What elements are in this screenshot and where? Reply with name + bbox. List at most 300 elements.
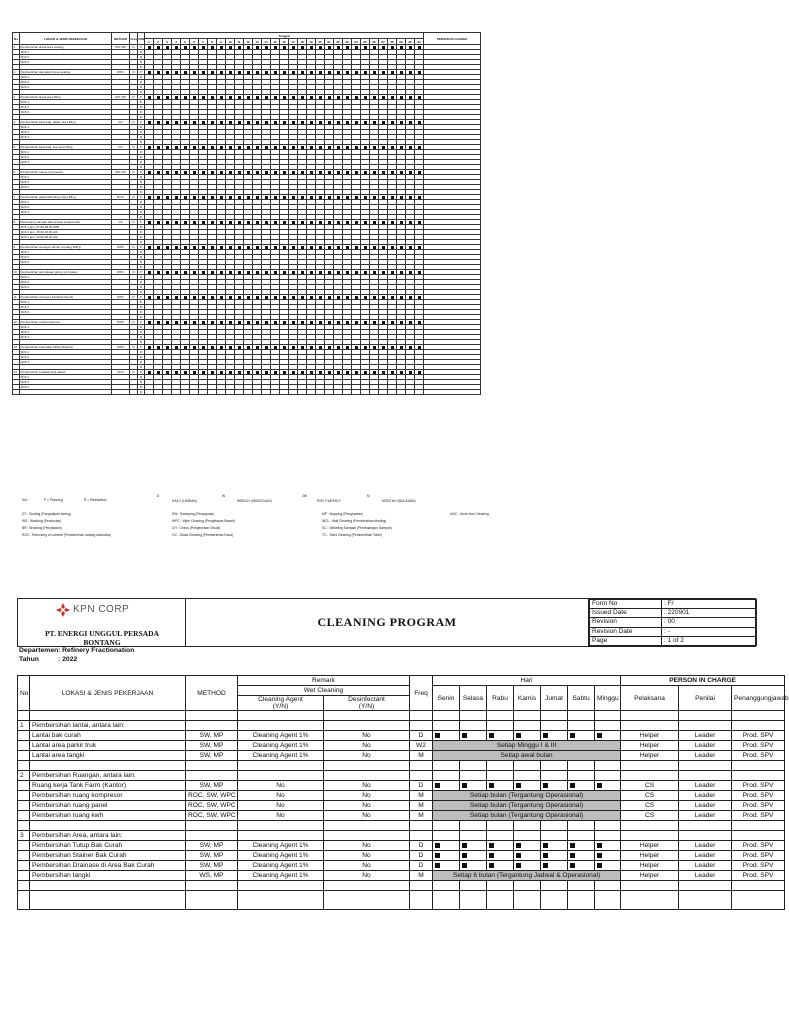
planning-code: P <box>138 120 145 125</box>
planning-code: P <box>138 220 145 225</box>
planned-square <box>292 71 295 74</box>
task-name: Pembersihan lantai area sealing <box>20 45 112 50</box>
meta-value: : - <box>662 627 757 636</box>
blank-cell <box>238 721 324 731</box>
monthly-schedule-table <box>12 32 481 395</box>
blank-cell <box>541 771 568 781</box>
penanggungjawab: Prod. SPV <box>732 861 785 871</box>
planned-square <box>148 346 151 349</box>
shift-label: Shift 3 <box>20 185 112 190</box>
task-no: 8 <box>13 220 20 225</box>
desinfectant: No <box>324 851 410 861</box>
planned-square <box>148 71 151 74</box>
blank-cell <box>238 761 324 771</box>
header-agent-yn: (Y/N) <box>272 703 289 710</box>
planned-square <box>256 46 259 49</box>
pelaksana: CS <box>621 791 679 801</box>
planned-square <box>265 146 268 149</box>
planned-square <box>400 171 403 174</box>
desinfectant: No <box>324 731 410 741</box>
day-mark-cell <box>568 781 595 791</box>
day-selasa: Selasa <box>460 686 487 711</box>
header-desinfectant: Desinfectant (Y/N) <box>324 696 410 711</box>
planned-square <box>409 321 412 324</box>
realisation-code: R <box>138 55 145 60</box>
task-name: Ruang kerja Tank Farm (Kantor) <box>30 781 186 791</box>
realisation-cell <box>415 390 424 395</box>
planned-square <box>382 346 385 349</box>
blank-cell <box>487 881 514 891</box>
planning-code: P <box>138 195 145 200</box>
penilai: Leader <box>679 811 732 821</box>
planned-square <box>247 271 250 274</box>
method-code-legend: SC : Sekleting Sampah (Pembuangan Sampah) <box>322 526 393 530</box>
planned-square <box>220 346 223 349</box>
planned-square <box>184 46 187 49</box>
day-number: 21 <box>325 39 334 45</box>
planned-square <box>382 71 385 74</box>
planned-square <box>211 321 214 324</box>
planning-code: P <box>138 145 145 150</box>
task-row <box>18 851 785 861</box>
realisation-cell <box>343 390 352 395</box>
shift-label: Shift 1 <box>20 300 112 305</box>
day-number: 18 <box>298 39 307 45</box>
task-row <box>18 871 785 881</box>
planned-square <box>211 71 214 74</box>
planned-square <box>400 371 403 374</box>
task-method: ROC <box>112 195 130 200</box>
planned-square <box>193 346 196 349</box>
planned-square <box>247 321 250 324</box>
planned-square <box>391 321 394 324</box>
planned-square <box>238 171 241 174</box>
realisation-code: R <box>138 230 145 235</box>
planned-square <box>157 121 160 124</box>
blank-cell <box>679 711 732 721</box>
desinfectant: No <box>324 751 410 761</box>
group-title-row <box>18 771 785 781</box>
blank-cell <box>732 831 785 841</box>
planned-square <box>346 346 349 349</box>
planned-square <box>211 121 214 124</box>
blank-cell <box>410 891 433 910</box>
realisation-code: R <box>138 325 145 330</box>
planned-square <box>175 221 178 224</box>
planned-square <box>337 221 340 224</box>
planned-square <box>148 171 151 174</box>
planned-square <box>265 121 268 124</box>
planned-square <box>238 146 241 149</box>
day-mark-cell <box>433 841 460 851</box>
planned-square <box>400 46 403 49</box>
meta-value: : 220901 <box>662 609 757 618</box>
form-header <box>17 598 756 647</box>
planned-square <box>310 146 313 149</box>
planned-square <box>193 146 196 149</box>
planned-square <box>274 146 277 149</box>
planned-square <box>364 196 367 199</box>
shift-label: Shift 3 <box>20 210 112 215</box>
meta-row <box>590 600 757 609</box>
planned-square <box>184 96 187 99</box>
task-row <box>18 751 785 761</box>
schedule-square <box>516 843 521 848</box>
blank-cell <box>186 761 238 771</box>
planned-square <box>202 371 205 374</box>
group-title: Pembersihan lantai, antara lain: <box>30 721 186 731</box>
planned-square <box>184 196 187 199</box>
desinfectant: No <box>324 801 410 811</box>
shift-label: Shift 1 <box>20 175 112 180</box>
planned-square <box>256 271 259 274</box>
blank-cell <box>541 711 568 721</box>
shift-label: Shift 3 <box>20 385 112 390</box>
planned-square <box>265 321 268 324</box>
penanggungjawab: Prod. SPV <box>732 731 785 741</box>
cleaning-agent: Cleaning Agent 1% <box>238 751 324 761</box>
planned-square <box>346 171 349 174</box>
meta-label: Issued Date <box>590 609 662 618</box>
blank-cell <box>541 761 568 771</box>
planned-square <box>373 221 376 224</box>
blank-cell <box>238 831 324 841</box>
planned-square <box>283 71 286 74</box>
planned-square <box>328 196 331 199</box>
legend <box>22 494 489 546</box>
blank-cell <box>568 711 595 721</box>
day-number: 28 <box>388 39 397 45</box>
planned-square <box>229 171 232 174</box>
schedule-square <box>435 863 440 868</box>
blank-cell <box>514 891 541 910</box>
shift-label: Shift 2 jam: 15.00-16.00 wib <box>20 230 112 235</box>
method-code-legend: WPC : Wipe Cleaning (Pengelapan Basah) <box>172 519 235 523</box>
schedule-square <box>543 783 548 788</box>
planned-square <box>382 96 385 99</box>
realisation-cell <box>145 390 154 395</box>
planned-square <box>418 46 421 49</box>
planned-square <box>418 371 421 374</box>
realisation-cell <box>217 390 226 395</box>
spacer-row <box>18 711 785 721</box>
blank-cell <box>732 711 785 721</box>
day-number: 13 <box>253 39 262 45</box>
planned-square <box>310 371 313 374</box>
planned-square <box>319 121 322 124</box>
planned-square <box>283 121 286 124</box>
task-name: Pembersihan ruang panel <box>30 801 186 811</box>
planned-square <box>409 296 412 299</box>
planned-square <box>346 46 349 49</box>
header-pic: PERSON IN CHARGE <box>621 676 785 686</box>
blank-cell <box>732 881 785 891</box>
planned-square <box>238 346 241 349</box>
task-no: 4 <box>13 120 20 125</box>
realisation-cell <box>397 390 406 395</box>
group-no: 1 <box>18 721 30 731</box>
planned-square <box>400 96 403 99</box>
freq-code-label: DAILY (HARIAN) <box>172 499 197 503</box>
pelaksana: Helper <box>621 731 679 741</box>
planned-square <box>391 346 394 349</box>
planned-square <box>247 221 250 224</box>
planned-square <box>274 221 277 224</box>
planned-square <box>364 46 367 49</box>
planned-square <box>247 371 250 374</box>
planned-square <box>229 246 232 249</box>
planned-square <box>193 321 196 324</box>
blank-cell <box>186 891 238 910</box>
planned-square <box>373 196 376 199</box>
planned-square <box>292 271 295 274</box>
header-cleaning-agent: Cleaning Agent (Y/N) <box>238 696 324 711</box>
realisation-cell <box>172 390 181 395</box>
blank-cell <box>18 821 30 831</box>
planned-square <box>175 71 178 74</box>
task-method: SW, MP <box>186 861 238 871</box>
task-method: SW, MP <box>112 170 130 175</box>
task-freq: M <box>410 811 433 821</box>
blank-cell <box>568 761 595 771</box>
planned-square <box>238 271 241 274</box>
blank-cell <box>621 831 679 841</box>
planned-square <box>373 296 376 299</box>
planned-square <box>256 346 259 349</box>
planned-square <box>319 171 322 174</box>
planned-square <box>157 246 160 249</box>
planned-square <box>157 171 160 174</box>
planned-square <box>265 46 268 49</box>
planned-square <box>400 146 403 149</box>
blank-cell <box>595 891 621 910</box>
planned-square <box>346 196 349 199</box>
header-desinf-yn: (Y/N) <box>358 703 375 710</box>
planned-square <box>382 171 385 174</box>
blank-cell <box>410 881 433 891</box>
penanggungjawab: Prod. SPV <box>732 841 785 851</box>
freq-code: W <box>222 494 226 498</box>
blank-cell <box>238 821 324 831</box>
planned-square <box>337 246 340 249</box>
task-method: WPC <box>112 245 130 250</box>
method-code-legend: CH : Check (Pengecekan Visual) <box>172 526 221 530</box>
planned-square <box>418 121 421 124</box>
planned-square <box>148 296 151 299</box>
meta-label: Form No <box>590 600 662 609</box>
realisation-code: R <box>138 285 145 290</box>
schedule-header-cell: Freq <box>130 33 138 45</box>
realisation-code: R <box>138 115 145 120</box>
planned-square <box>265 296 268 299</box>
blank-cell <box>460 891 487 910</box>
blank-cell <box>541 881 568 891</box>
realisation-code: R <box>138 190 145 195</box>
blank-cell <box>238 771 324 781</box>
schedule-square <box>597 733 602 738</box>
planned-square <box>238 371 241 374</box>
realisation-code: R <box>138 360 145 365</box>
planning-code: P <box>138 270 145 275</box>
planned-square <box>355 196 358 199</box>
freq-code: 2W <box>302 494 307 498</box>
planned-square <box>229 146 232 149</box>
task-freq: D <box>130 195 138 200</box>
planned-square <box>229 296 232 299</box>
pelaksana: Helper <box>621 861 679 871</box>
shift-label: Shift 3 <box>20 335 112 340</box>
planned-square <box>301 146 304 149</box>
blank-cell <box>18 751 30 761</box>
planned-square <box>184 171 187 174</box>
task-row <box>18 861 785 871</box>
day-mark-cell <box>568 861 595 871</box>
cleaning-agent: No <box>238 811 324 821</box>
planned-square <box>355 171 358 174</box>
blank-cell <box>324 831 410 841</box>
company-city: BONTANG <box>83 638 121 647</box>
schedule-square <box>516 783 521 788</box>
day-mark-cell <box>514 851 541 861</box>
shift-label: Shift 2 <box>20 205 112 210</box>
shift-label: Shift 1 <box>20 125 112 130</box>
planning-code: P <box>138 320 145 325</box>
planned-square <box>157 346 160 349</box>
planned-square <box>229 121 232 124</box>
planned-square <box>319 296 322 299</box>
blank-cell <box>568 721 595 731</box>
planned-square <box>391 46 394 49</box>
blank-cell <box>514 721 541 731</box>
realisation-code: R <box>138 240 145 245</box>
blank-cell <box>595 721 621 731</box>
day-mark-cell <box>487 841 514 851</box>
planned-square <box>166 271 169 274</box>
planned-square <box>148 271 151 274</box>
task-freq: D <box>410 851 433 861</box>
planned-square <box>418 196 421 199</box>
method-code-legend: GC : Glass Cleaning (Pembersihan Kaca) <box>172 533 234 537</box>
planned-square <box>310 196 313 199</box>
planned-square <box>319 146 322 149</box>
planned-square <box>346 321 349 324</box>
day-kamis: Kamis <box>514 686 541 711</box>
day-senin: Senin <box>433 686 460 711</box>
planned-square <box>211 196 214 199</box>
day-number: 1 <box>145 39 154 45</box>
planned-square <box>373 271 376 274</box>
planned-square <box>391 146 394 149</box>
penilai: Leader <box>679 791 732 801</box>
blank-cell <box>487 821 514 831</box>
shift-label: Shift 3 <box>20 60 112 65</box>
planned-square <box>256 321 259 324</box>
planned-square <box>265 71 268 74</box>
planned-square <box>184 71 187 74</box>
planned-square <box>184 146 187 149</box>
realisation-code: R <box>138 280 145 285</box>
shift-label: Shift 2 <box>20 330 112 335</box>
schedule-square <box>489 843 494 848</box>
meta-row <box>590 609 757 618</box>
cleaning-program-table <box>17 675 789 910</box>
realisation-cell <box>226 390 235 395</box>
planned-square <box>355 246 358 249</box>
blank-cell <box>514 881 541 891</box>
planned-square <box>409 96 412 99</box>
planned-square <box>301 221 304 224</box>
blank-cell <box>324 881 410 891</box>
day-mark-cell <box>460 851 487 861</box>
planned-square <box>166 321 169 324</box>
blank-cell <box>324 821 410 831</box>
blank-cell <box>18 741 30 751</box>
planned-square <box>319 246 322 249</box>
shift-label: Shift 3 <box>20 285 112 290</box>
blank-cell <box>679 881 732 891</box>
planned-square <box>292 146 295 149</box>
planned-square <box>202 271 205 274</box>
schedule-square <box>489 863 494 868</box>
shift-label: Shift 2 <box>20 55 112 60</box>
planned-square <box>157 71 160 74</box>
task-method: WPC <box>112 345 130 350</box>
shift-label: Shift 1 <box>20 325 112 330</box>
task-name: Pembersihan kaca bag. luar area filling <box>20 145 112 150</box>
freq-code: M <box>367 494 370 498</box>
shift-label: Shift 1 <box>20 150 112 155</box>
task-freq: D <box>130 70 138 75</box>
pelaksana: Helper <box>621 741 679 751</box>
task-name: Lantai area parkir truk <box>30 741 186 751</box>
planned-square <box>193 246 196 249</box>
planned-square <box>364 296 367 299</box>
cleaning-agent: Cleaning Agent 1% <box>238 851 324 861</box>
planned-square <box>355 271 358 274</box>
task-freq: D <box>130 345 138 350</box>
planned-square <box>175 96 178 99</box>
realisation-cell <box>316 390 325 395</box>
planning-code: P <box>138 170 145 175</box>
planning-code: P <box>138 45 145 50</box>
day-mark-cell <box>595 861 621 871</box>
task-method: SW, MP <box>186 751 238 761</box>
planned-square <box>382 221 385 224</box>
task-freq: D <box>410 731 433 741</box>
realisation-code: R <box>138 80 145 85</box>
shift-label: Shift 2 <box>20 380 112 385</box>
planned-square <box>220 171 223 174</box>
planned-square <box>301 371 304 374</box>
realisation-code: R <box>138 225 145 230</box>
realisation-code: R <box>138 385 145 390</box>
planned-square <box>229 96 232 99</box>
blank-cell <box>568 831 595 841</box>
planned-square <box>202 96 205 99</box>
shift-label: Shift 3 <box>20 135 112 140</box>
method-code-legend: TC : Toilet Cleaning (Pembersihan Toilet) <box>322 533 382 537</box>
task-method: ROC, SW, WPC <box>186 811 238 821</box>
meta-label: Revision Date <box>590 627 662 636</box>
planned-square <box>247 121 250 124</box>
company-block <box>18 599 186 647</box>
planned-square <box>220 146 223 149</box>
planned-square <box>229 221 232 224</box>
planned-square <box>256 121 259 124</box>
planned-square <box>193 296 196 299</box>
blank-cell <box>410 761 433 771</box>
planned-square <box>373 96 376 99</box>
